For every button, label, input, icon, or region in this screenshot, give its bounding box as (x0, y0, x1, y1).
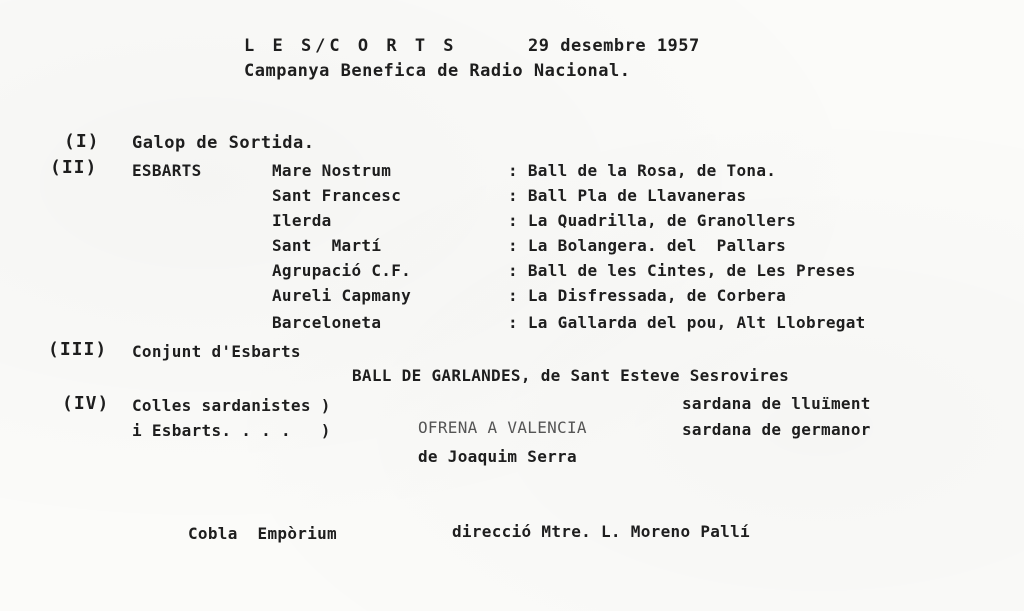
header-place: L E S/C O R T S (244, 36, 458, 56)
piece-title: OFRENA A VALENCIA (418, 418, 587, 437)
header-subtitle: Campanya Benefica de Radio Nacional. (244, 61, 631, 81)
esbart-group: Sant Francesc (272, 186, 402, 205)
esbart-group: Sant Martí (272, 236, 382, 255)
section-title-1: Galop de Sortida. (132, 133, 315, 153)
header-date: 29 desembre 1957 (528, 36, 700, 56)
section-title-2: ESBARTS (132, 161, 202, 180)
sardana-line-1: sardana de lluïment (682, 394, 871, 413)
esbart-dance: : Ball Pla de Llavaneras (508, 186, 747, 205)
footer-direction: direcció Mtre. L. Moreno Pallí (452, 522, 750, 541)
esbart-dance: : Ball de les Cintes, de Les Preses (508, 261, 856, 280)
section-line-4b: i Esbarts. . . . ) (132, 421, 331, 440)
section-title-3: Conjunt d'Esbarts (132, 342, 301, 361)
section-line-4a: Colles sardanistes ) (132, 396, 331, 415)
esbart-dance: : Ball de la Rosa, de Tona. (508, 161, 777, 180)
sardana-line-2: sardana de germanor (682, 420, 871, 439)
section-numeral-2: (II) (50, 157, 98, 178)
esbart-group: Barceloneta (272, 313, 382, 332)
esbart-group: Ilerda (272, 211, 332, 230)
esbart-dance: : La Gallarda del pou, Alt Llobregat (508, 313, 866, 332)
section-numeral-3: (III) (48, 339, 108, 360)
esbart-group: Agrupació C.F. (272, 261, 412, 280)
esbart-dance: : La Disfressada, de Corbera (508, 286, 787, 305)
section-numeral-4: (IV) (62, 393, 110, 414)
esbart-dance: : La Quadrilla, de Granollers (508, 211, 797, 230)
section-detail-3: BALL DE GARLANDES, de Sant Esteve Sesrovires (352, 366, 790, 385)
esbart-dance: : La Bolangera. del Pallars (508, 236, 787, 255)
esbart-group: Mare Nostrum (272, 161, 392, 180)
esbart-group: Aureli Capmany (272, 286, 412, 305)
section-numeral-1: (I) (64, 131, 100, 152)
footer-cobla: Cobla Empòrium (188, 524, 337, 543)
piece-author: de Joaquim Serra (418, 447, 577, 466)
